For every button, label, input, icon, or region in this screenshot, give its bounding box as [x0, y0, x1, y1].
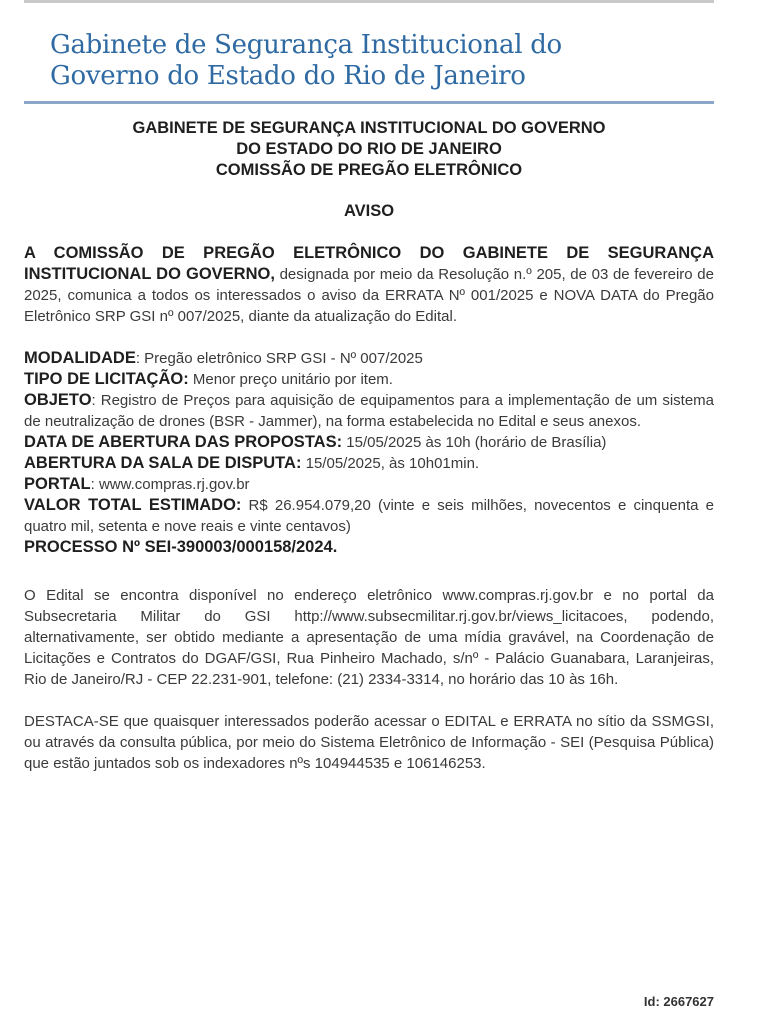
- masthead: [50, 30, 710, 92]
- field-tipo-label: TIPO DE LICITAÇÃO:: [24, 370, 189, 388]
- field-modalidade: [24, 348, 714, 369]
- field-objeto: [24, 390, 714, 432]
- masthead-line-2: Governo do Estado do Rio de Janeiro: [50, 61, 526, 91]
- field-data-abertura-label: DATA DE ABERTURA DAS PROPOSTAS:: [24, 433, 343, 451]
- intro-text: designada por meio da Resolução n.º 205, de 03 de fevereiro de 2025, comunica a todos os interessados o aviso da ERRATA Nº 001/2025 e NOVA DATA do Pregão Eletrônico SRP GSI nº 007/2025, diante da atualização do Edital.: [24, 266, 714, 325]
- field-valor-label: VALOR TOTAL ESTIMADO:: [24, 496, 242, 514]
- field-portal: [24, 474, 714, 495]
- issuer-header: [24, 118, 714, 181]
- masthead-rule: [24, 101, 714, 104]
- field-abertura-sala: [24, 453, 714, 474]
- field-data-abertura-value: 15/05/2025 às 10h (horário de Brasília): [342, 434, 607, 451]
- field-modalidade-value: : Pregão eletrônico SRP GSI - Nº 007/2025: [135, 350, 423, 367]
- field-objeto-value: : Registro de Preços para aquisição de equipamentos para a implementação de um sistema de neutralização de drones (BSR - Jammer), na forma estabelecida no Edital e seus anexos.: [24, 392, 714, 430]
- intro-paragraph: [24, 243, 714, 327]
- notice-body: [24, 118, 714, 789]
- notice-title: AVISO: [343, 202, 395, 220]
- field-objeto-label: OBJETO: [24, 391, 92, 409]
- field-abertura-sala-value: 15/05/2025, às 10h01min.: [301, 455, 480, 472]
- destaca-paragraph: DESTACA-SE que quaisquer interessados poderão acessar o EDITAL e ERRATA no sítio da SSMGSI, ou através da consulta pública, por meio do Sistema Eletrônico de Informação - SEI (Pesquisa Pública) que estão juntados sob os indexadores nºs 104944535 e 106146253.: [24, 713, 714, 772]
- field-data-abertura: [24, 432, 714, 453]
- field-valor-value: R$ 26.954.079,20 (vinte e seis milhões, novecentos e cinquenta e quatro mil, setenta e nove reais e vinte centavos): [24, 497, 714, 535]
- field-portal-value: : www.compras.rj.gov.br: [90, 476, 250, 493]
- field-portal-label: PORTAL: [24, 475, 91, 493]
- field-tipo-value: Menor preço unitário por item.: [188, 371, 393, 388]
- issuer-line-2: DO ESTADO DO RIO DE JANEIRO: [236, 140, 502, 158]
- intro-bold: A COMISSÃO DE PREGÃO ELETRÔNICO DO GABINETE DE SEGURANÇA INSTITUCIONAL DO GOVERNO,: [24, 244, 714, 283]
- field-modalidade-label: MODALIDADE: [24, 349, 136, 367]
- notice-fields: [24, 348, 714, 558]
- edital-paragraph: O Edital se encontra disponível no endereço eletrônico www.compras.rj.gov.br e no portal da Subsecretaria Militar do GSI http://www.subsecmilitar.rj.gov.br/views_licitacoes, podendo, alternativamente, ser obtido mediante a apresentação de uma mídia gravável, na Coordenação de Licitações e Contratos do DGAF/GSI, Rua Pinheiro Machado, s/nº - Palácio Guanabara, Laranjeiras, Rio de Janeiro/RJ - CEP 22.231-901, telefone: (21) 2334-3314, no horário das 10 às 16h.: [24, 587, 714, 688]
- issuer-line-1: GABINETE DE SEGURANÇA INSTITUCIONAL DO GOVERNO: [132, 119, 606, 137]
- issuer-line-3: COMISSÃO DE PREGÃO ELETRÔNICO: [215, 161, 523, 179]
- process-number: PROCESSO Nº SEI-390003/000158/2024.: [24, 538, 338, 556]
- field-abertura-sala-label: ABERTURA DA SALA DE DISPUTA:: [24, 454, 302, 472]
- field-tipo: [24, 369, 714, 390]
- document-id: Id: 2667627: [643, 994, 714, 1009]
- top-divider: [24, 0, 714, 3]
- masthead-line-1: Gabinete de Segurança Institucional do: [50, 30, 562, 60]
- field-valor: [24, 495, 714, 537]
